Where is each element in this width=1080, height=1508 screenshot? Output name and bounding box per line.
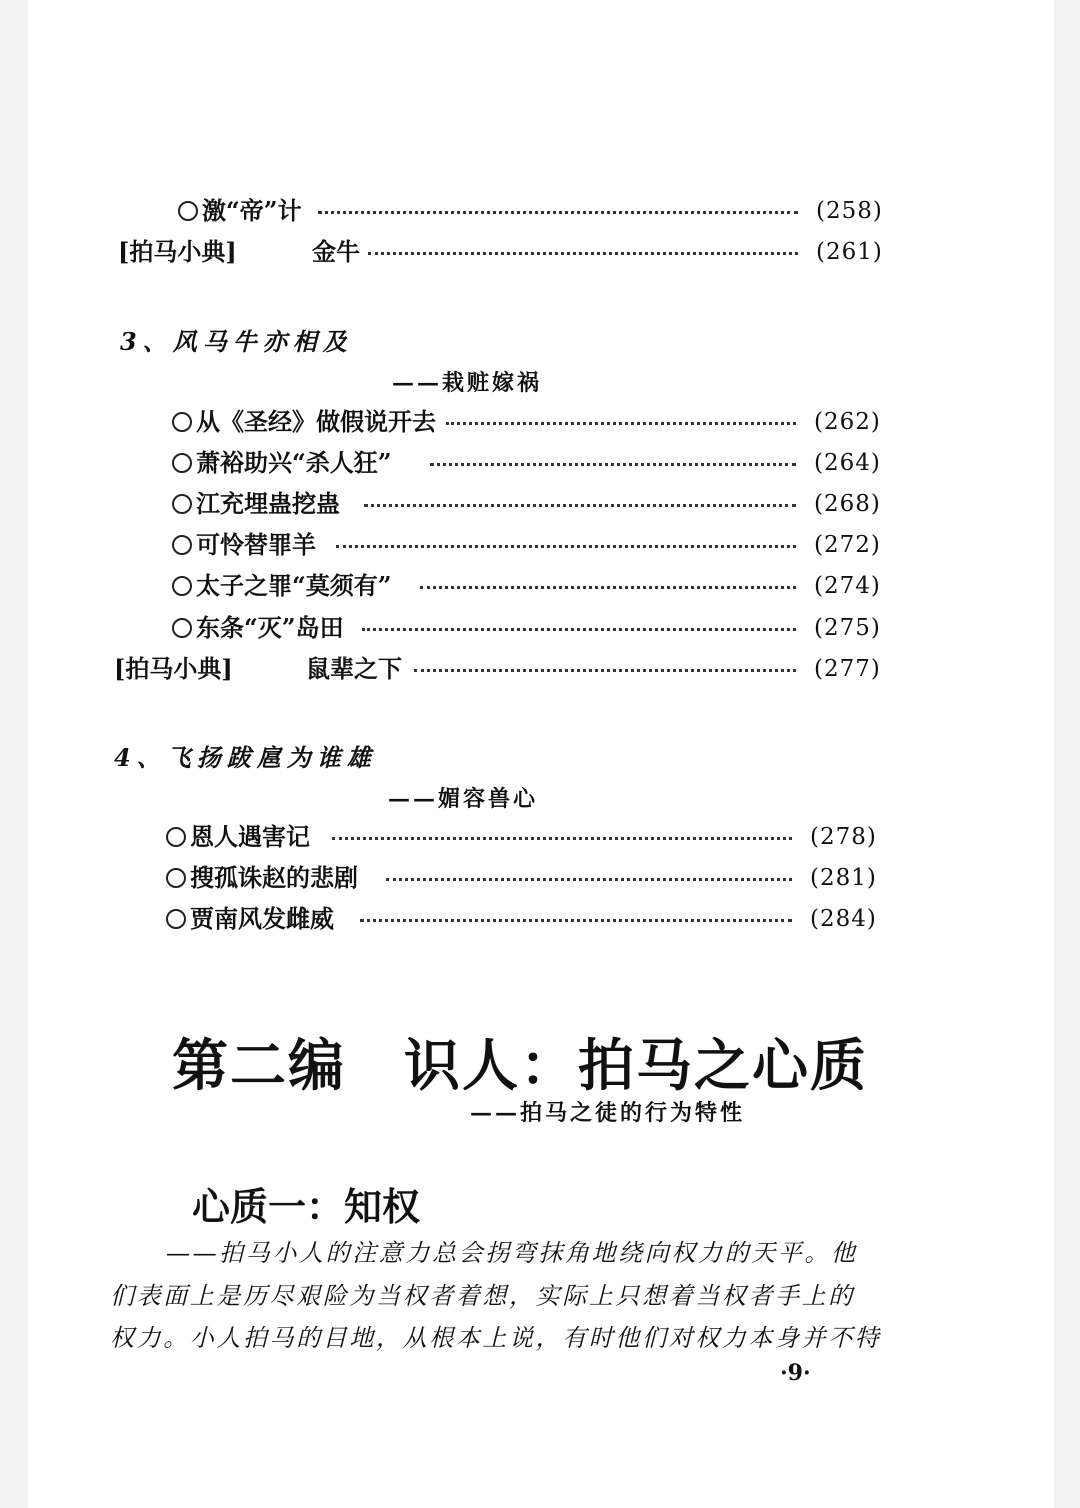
toc-entry-page: (264) bbox=[814, 450, 881, 476]
toc-entry[interactable] bbox=[0, 817, 1080, 857]
toc-entry-page: (262) bbox=[814, 409, 881, 435]
chapter-title: 心质一：知权 bbox=[192, 1184, 421, 1229]
toc-entry[interactable] bbox=[0, 484, 1080, 524]
toc-entry-bracket: [拍马小典] bbox=[118, 237, 237, 266]
toc-entry-page: (272) bbox=[814, 532, 881, 558]
dot-leader bbox=[446, 422, 796, 425]
toc-entry-title: 鼠辈之下 bbox=[306, 654, 402, 683]
circle-bullet-icon bbox=[172, 535, 192, 555]
dot-leader bbox=[336, 545, 796, 548]
toc-entry-title: 江充埋蛊挖蛊 bbox=[196, 489, 340, 518]
toc-entry[interactable] bbox=[0, 232, 1080, 272]
toc-entry[interactable] bbox=[0, 649, 1080, 689]
part-title: 识人：拍马之心质 bbox=[404, 1034, 868, 1099]
toc-entry-page: (261) bbox=[816, 239, 883, 265]
dot-leader bbox=[386, 878, 792, 881]
toc-entry-page: (268) bbox=[814, 491, 881, 517]
body-text-line: 们表面上是历尽艰险为当权者着想，实际上只想着当权者手上的 bbox=[110, 1282, 855, 1310]
part-subtitle: ——拍马之徒的行为特性 bbox=[470, 1100, 746, 1126]
dot-leader bbox=[420, 586, 796, 589]
toc-entry-title: 贾南风发雌威 bbox=[190, 904, 334, 933]
toc-entry[interactable] bbox=[0, 191, 1080, 231]
toc-entry-page: (258) bbox=[816, 198, 883, 224]
toc-entry[interactable] bbox=[0, 858, 1080, 898]
dot-leader bbox=[364, 504, 796, 507]
toc-entry[interactable] bbox=[0, 608, 1080, 648]
toc-entry-page: (274) bbox=[814, 573, 881, 599]
dot-leader bbox=[414, 669, 796, 672]
circle-bullet-icon bbox=[166, 827, 186, 847]
dot-leader bbox=[360, 919, 792, 922]
dot-leader bbox=[430, 463, 796, 466]
toc-entry-page: (275) bbox=[814, 615, 881, 641]
body-text-line: ——拍马小人的注意力总会拐弯抹角地绕向权力的天平。他 bbox=[166, 1239, 858, 1267]
toc-entry-title: 金牛 bbox=[312, 237, 360, 266]
toc-entry-title: 激“帝”计 bbox=[202, 196, 302, 225]
circle-bullet-icon bbox=[166, 868, 186, 888]
toc-entry-title: 从《圣经》做假说开去 bbox=[196, 407, 436, 436]
body-text-line: 权力。小人拍马的目地，从根本上说，有时他们对权力本身并不特 bbox=[110, 1324, 882, 1352]
toc-entry-title: 太子之罪“莫须有” bbox=[196, 571, 392, 600]
toc-entry-bracket: [拍马小典] bbox=[114, 654, 233, 683]
section-title: 3、风马牛亦相及 bbox=[120, 327, 353, 356]
circle-bullet-icon bbox=[172, 494, 192, 514]
section-subtitle: ——栽赃嫁祸 bbox=[392, 370, 543, 396]
circle-bullet-icon bbox=[172, 618, 192, 638]
toc-entry-title: 搜孤诛赵的悲剧 bbox=[190, 863, 358, 892]
toc-entry-title: 恩人遇害记 bbox=[190, 822, 310, 851]
toc-entry-page: (284) bbox=[810, 906, 877, 932]
page-number: ·9· bbox=[780, 1360, 811, 1386]
toc-entry-page: (278) bbox=[810, 824, 877, 850]
toc-entry-title: 可怜替罪羊 bbox=[196, 530, 316, 559]
toc-entry[interactable] bbox=[0, 402, 1080, 442]
circle-bullet-icon bbox=[178, 201, 198, 221]
toc-entry-title: 萧裕助兴“杀人狂” bbox=[196, 448, 392, 477]
dot-leader bbox=[332, 837, 792, 840]
part-label: 第二编 bbox=[172, 1034, 346, 1099]
dot-leader bbox=[362, 628, 796, 631]
circle-bullet-icon bbox=[172, 576, 192, 596]
toc-entry-page: (277) bbox=[814, 656, 881, 682]
toc-entry[interactable] bbox=[0, 525, 1080, 565]
toc-entry-title: 东条“灭”岛田 bbox=[196, 613, 344, 642]
toc-entry[interactable] bbox=[0, 566, 1080, 606]
section-title: 4、飞扬跋扈为谁雄 bbox=[114, 743, 377, 772]
toc-entry[interactable] bbox=[0, 899, 1080, 939]
toc-entry[interactable] bbox=[0, 443, 1080, 483]
circle-bullet-icon bbox=[172, 412, 192, 432]
circle-bullet-icon bbox=[172, 453, 192, 473]
circle-bullet-icon bbox=[166, 909, 186, 929]
toc-entry-page: (281) bbox=[810, 865, 877, 891]
section-subtitle: ——媚容兽心 bbox=[388, 786, 539, 812]
dot-leader bbox=[318, 211, 798, 214]
dot-leader bbox=[368, 252, 798, 255]
